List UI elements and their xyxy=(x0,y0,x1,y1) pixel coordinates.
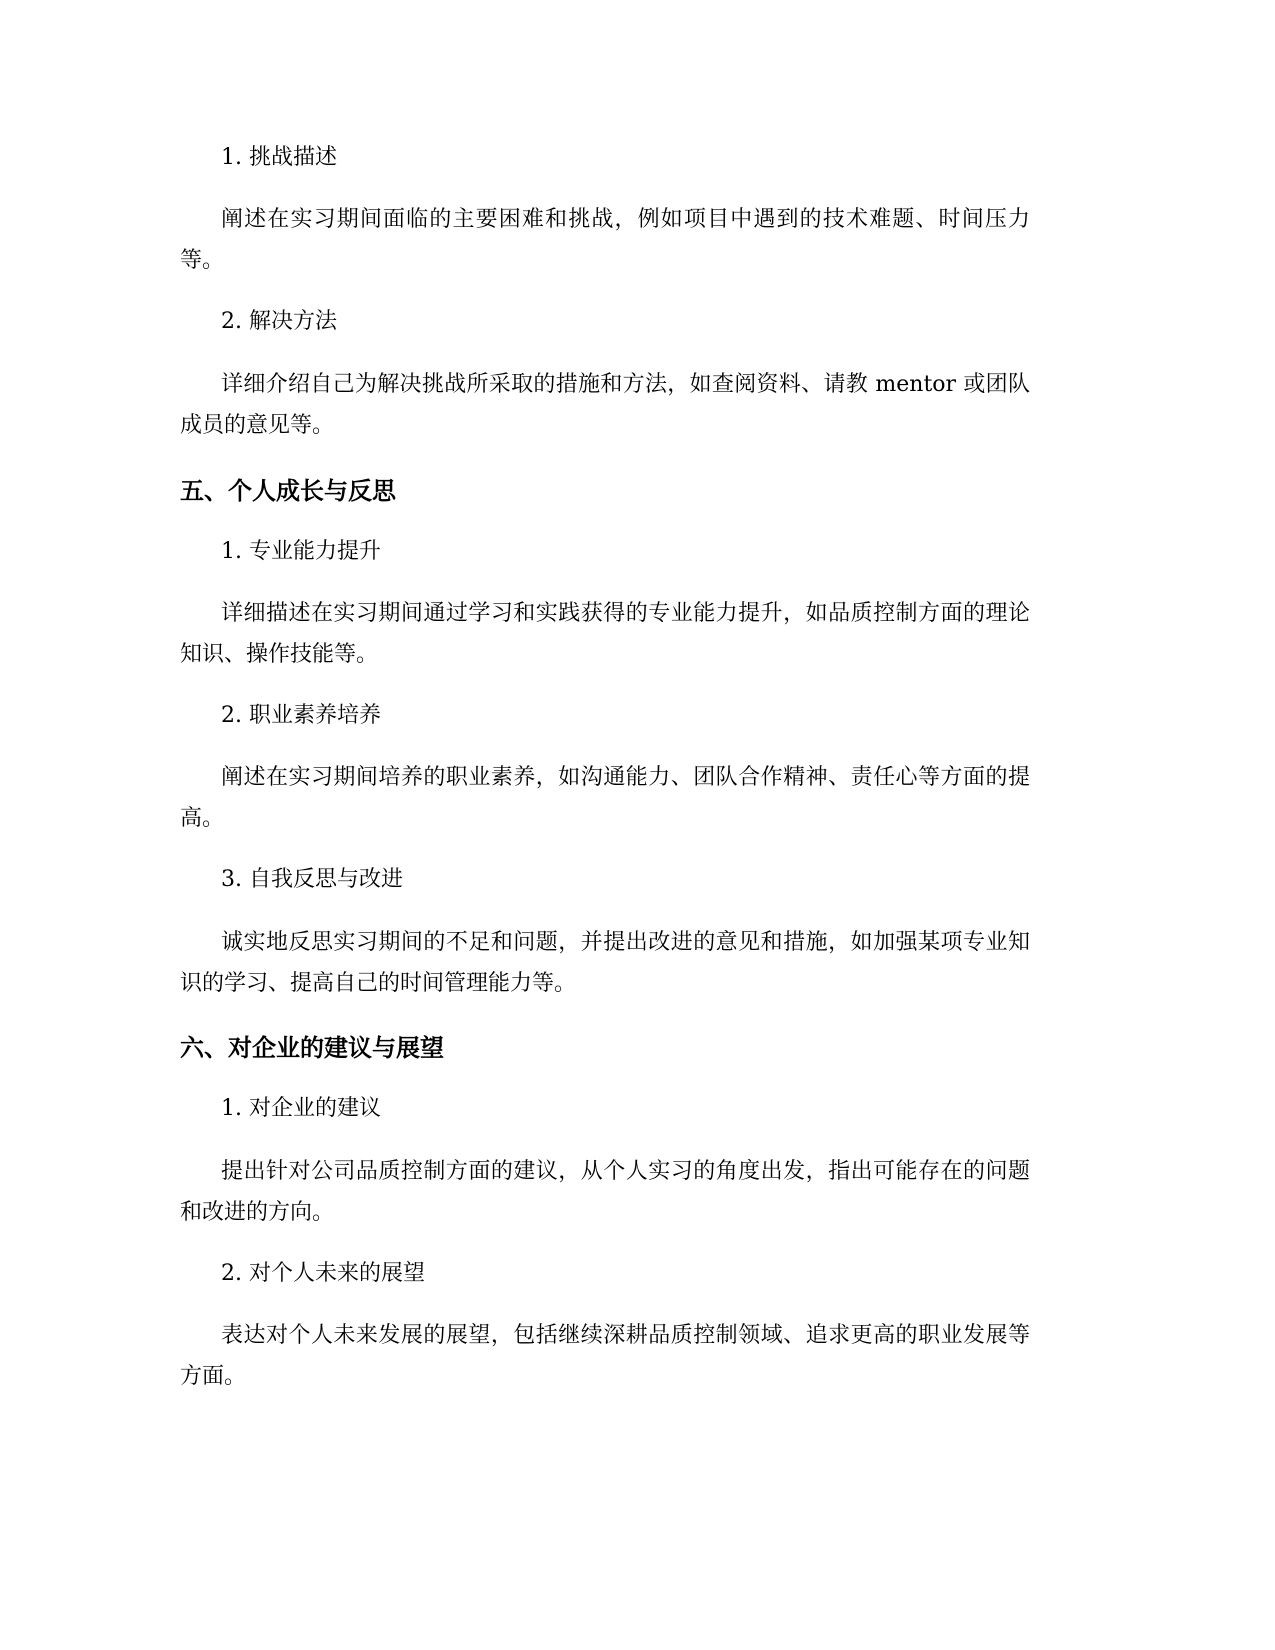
professional-quality-text: 阐述在实习期间培养的职业素养，如沟通能力、团队合作精神、责任心等方面的提高。 xyxy=(180,765,1030,831)
professional-quality-title: 2. 职业素养培养 xyxy=(221,703,381,728)
self-reflection-text: 诚实地反思实习期间的不足和问题，并提出改进的意见和措施，如加强某项专业知识的学习、提高自己的时间管理能力等。 xyxy=(180,930,1030,996)
company-suggestion-title: 1. 对企业的建议 xyxy=(221,1096,381,1121)
solution-method-text: 详细介绍自己为解决挑战所采取的措施和方法，如查阅资料、请教 mentor 或团队成员的意见等。 xyxy=(180,372,1030,438)
challenge-description-title: 1. 挑战描述 xyxy=(221,145,337,170)
future-outlook-title: 2. 对个人未来的展望 xyxy=(221,1261,425,1286)
professional-ability-title: 1. 专业能力提升 xyxy=(221,539,381,564)
section-heading-suggestions: 六、对企业的建议与展望 xyxy=(180,1034,444,1062)
solution-method-title: 2. 解决方法 xyxy=(221,309,337,334)
future-outlook-text: 表达对个人未来发展的展望，包括继续深耕品质控制领域、追求更高的职业发展等方面。 xyxy=(180,1323,1030,1389)
professional-ability-text: 详细描述在实习期间通过学习和实践获得的专业能力提升，如品质控制方面的理论知识、操作技能等。 xyxy=(180,601,1030,667)
section-heading-personal-growth: 五、个人成长与反思 xyxy=(180,477,396,505)
challenge-description-text: 阐述在实习期间面临的主要困难和挑战，例如项目中遇到的技术难题、时间压力等。 xyxy=(180,207,1030,273)
self-reflection-title: 3. 自我反思与改进 xyxy=(221,867,403,892)
company-suggestion-text: 提出针对公司品质控制方面的建议，从个人实习的角度出发，指出可能存在的问题和改进的方向。 xyxy=(180,1159,1030,1225)
